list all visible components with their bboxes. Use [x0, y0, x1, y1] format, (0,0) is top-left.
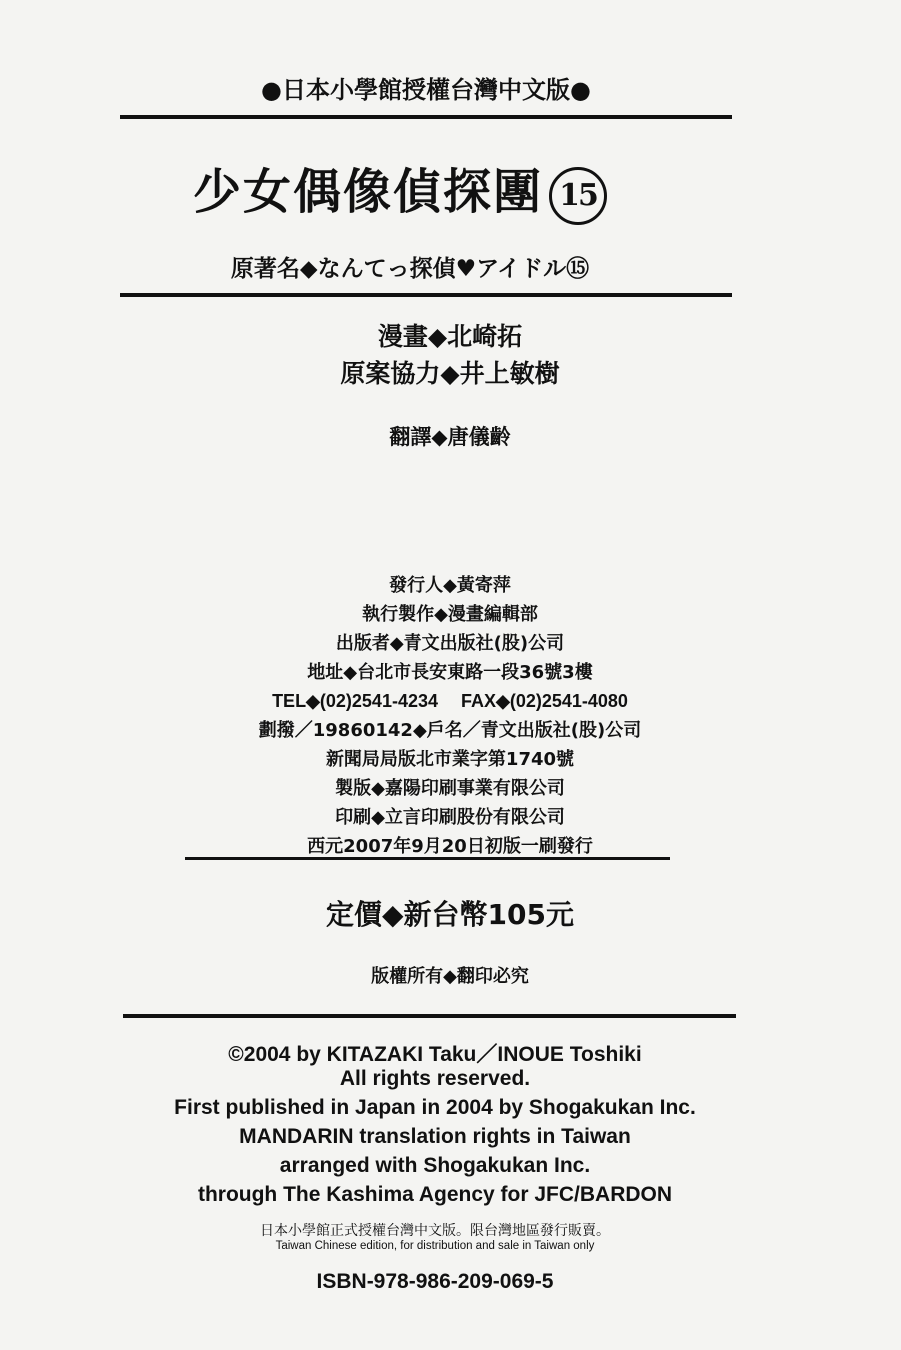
- credit-manga: 漫畫◆北崎拓: [377, 322, 523, 351]
- top-divider: [120, 115, 732, 119]
- license-banner: ●日本小學館授權台灣中文版●: [261, 76, 591, 104]
- copyright-line: through The Kashima Agency for JFC/BARDON: [197, 1183, 673, 1206]
- book-title: [150, 153, 650, 225]
- copyright-line: First published in Japan in 2004 by Shogakukan Inc.: [174, 1096, 696, 1119]
- publication-line: 地址◆台北市長安東路一段36號3樓: [307, 662, 593, 683]
- isbn: ISBN-978-986-209-069-5: [316, 1270, 554, 1293]
- publication-line: TEL◆(02)2541-4234 FAX◆(02)2541-4080: [272, 691, 628, 711]
- publication-line: 製版◆嘉陽印刷事業有限公司: [335, 778, 565, 799]
- publication-line: 新聞局局版北市業字第1740號: [325, 749, 575, 770]
- publication-line: 執行製作◆漫畫編輯部: [362, 604, 538, 625]
- title-text: 少女偶像偵探團: [192, 164, 543, 220]
- price: 定價◆新台幣105元: [326, 898, 574, 931]
- publication-line: 印刷◆立言印刷股份有限公司: [335, 807, 565, 828]
- copyright-line: All rights reserved.: [339, 1067, 531, 1090]
- title-divider: [120, 293, 732, 297]
- copyright-line: ©2004 by KITAZAKI Taku／INOUE Toshiki: [228, 1043, 642, 1066]
- copyright-line: MANDARIN translation rights in Taiwan: [239, 1125, 631, 1148]
- publication-line: 出版者◆青文出版社(股)公司: [335, 633, 565, 654]
- rights-notice: 版權所有◆翻印必究: [371, 966, 529, 987]
- copyright-divider: [123, 1014, 736, 1018]
- publication-line: 發行人◆黃寄萍: [389, 575, 511, 596]
- volume-number-badge: 15: [549, 167, 607, 225]
- distribution-notice-english: Taiwan Chinese edition, for distribution and sale in Taiwan only: [275, 1240, 595, 1252]
- publication-line: 西元2007年9月20日初版一刷發行: [307, 836, 593, 857]
- publication-line: 劃撥／19860142◆戶名／青文出版社(股)公司: [258, 720, 642, 741]
- distribution-notice-chinese: 日本小學館正式授權台灣中文版。限台灣地區發行販賣。: [260, 1223, 610, 1239]
- copyright-line: arranged with Shogakukan Inc.: [279, 1154, 591, 1177]
- credit-translation: 翻譯◆唐儀齡: [389, 425, 511, 449]
- publication-divider: [185, 857, 670, 860]
- credit-story-cooperation: 原案協力◆井上敏樹: [340, 359, 560, 388]
- original-title: 原著名◆なんてっ探偵♥アイドル⑮: [230, 256, 590, 282]
